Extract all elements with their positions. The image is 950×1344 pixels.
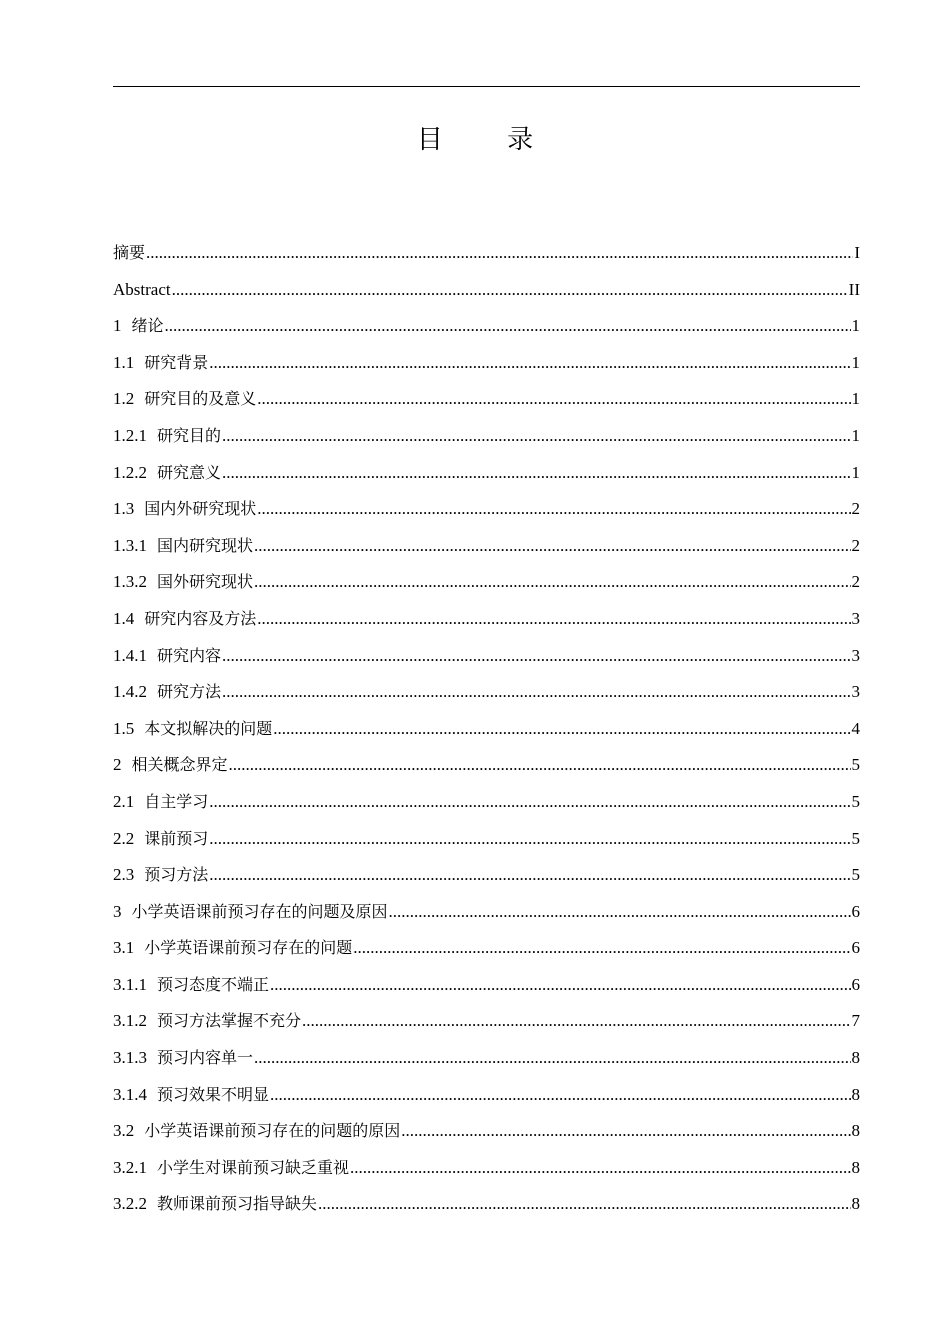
toc-entry-number: 1.4.1 [113,645,147,665]
toc-dot-leader [209,784,850,821]
toc-entry-label: 预习态度不端正 [157,974,270,994]
toc-entry-text [113,1003,301,1040]
toc-entry-text [113,674,221,711]
toc-entry-text [113,491,256,528]
toc-entry[interactable] [113,308,860,345]
toc-entry-label: 预习方法掌握不充分 [157,1011,302,1031]
toc-entry-text [113,601,256,638]
toc-dot-leader [254,564,850,601]
toc-dot-leader [222,638,850,675]
toc-entry-number: 1.3.2 [113,572,147,592]
toc-dot-leader [350,1150,850,1187]
toc-entry[interactable] [113,857,860,894]
toc-dot-leader [222,674,850,711]
toc-dot-leader [222,418,850,455]
toc-entry[interactable] [113,894,860,931]
toc-dot-leader [257,381,850,418]
toc-entry-page-number: 8 [851,1157,860,1177]
toc-entry-text [113,528,253,565]
toc-entry-page-number: 4 [851,718,860,738]
toc-entry-page-number: 3 [851,608,860,628]
page-title: 目 录 [416,125,562,155]
toc-entry-page-number: 3 [851,645,860,665]
toc-entry-number: 3.1 [113,938,135,958]
toc-entry-label: 国外研究现状 [157,572,254,592]
toc-entry-page-number: 2 [851,499,860,519]
toc-entry[interactable] [113,1040,860,1077]
toc-entry[interactable] [113,564,860,601]
toc-entry-page-number: I [854,243,860,262]
toc-entry[interactable] [113,1113,860,1150]
toc-entry-label: 研究目的及意义 [144,389,257,409]
toc-dot-leader [302,1003,850,1040]
toc-entry-label: 自主学习 [144,791,209,811]
toc-dot-leader [270,1077,850,1114]
toc-entry[interactable] [113,601,860,638]
toc-entry-number: 2 [113,755,122,775]
toc-entry-text [113,1186,317,1223]
toc-entry-label: 研究内容及方法 [144,608,257,628]
header-rule [113,86,860,87]
toc-entry-text [113,711,272,748]
toc-entry-page-number: 7 [851,1011,860,1031]
toc-dot-leader [209,821,850,858]
toc-entry-text [113,784,208,821]
toc-entry-number: 3.1.3 [113,1048,147,1068]
toc-dot-leader [229,747,851,784]
toc-entry-text [113,930,352,967]
toc-entry-text [113,455,221,492]
toc-entry-number: 1.5 [113,718,135,738]
toc-dot-leader [353,930,850,967]
toc-entry-page-number: 8 [851,1194,860,1214]
toc-entry-label: 研究意义 [157,462,222,482]
toc-dot-leader [209,345,850,382]
toc-entry-label: 国内研究现状 [157,535,254,555]
toc-entry-text [113,1113,400,1150]
toc-dot-leader [172,272,848,309]
toc-entry-text [113,345,208,382]
toc-entry-number: 2.3 [113,865,135,885]
toc-entry-page-number: 8 [851,1048,860,1068]
toc-dot-leader [254,1040,850,1077]
toc-entry-text [113,564,253,601]
toc-entry-page-number: 5 [851,828,860,848]
toc-dot-leader [257,491,850,528]
toc-entry[interactable] [113,638,860,675]
toc-dot-leader [165,308,851,345]
toc-entry-page-number: 3 [851,682,860,702]
toc-entry-page-number: II [848,279,860,299]
toc-entry-number: 2.2 [113,828,135,848]
toc-entry-text [113,235,145,272]
toc-entry-label: 预习效果不明显 [157,1084,270,1104]
toc-entry-label: 课前预习 [144,828,209,848]
toc-dot-leader [270,967,850,1004]
toc-entry-page-number: 6 [851,901,860,921]
toc-entry-number: 3.1.1 [113,974,147,994]
toc-entry-label: Abstract [113,279,171,299]
toc-entry-number: 1.3 [113,499,135,519]
toc-entry[interactable] [113,1150,860,1187]
toc-entry-label: 预习方法 [144,865,209,885]
toc-entry-label: 小学英语课前预习存在的问题及原因 [131,901,388,921]
toc-entry-page-number: 1 [851,352,860,372]
toc-entry[interactable] [113,272,860,309]
toc-entry-page-number: 5 [851,865,860,885]
toc-dot-leader [146,235,853,272]
toc-entry[interactable] [113,930,860,967]
toc-entry-label: 小学英语课前预习存在的问题 [144,938,353,958]
toc-entry-text [113,418,221,455]
toc-entry[interactable] [113,455,860,492]
toc-entry-number: 1.4 [113,608,135,628]
toc-entry-page-number: 5 [851,755,860,775]
toc-entry[interactable] [113,784,860,821]
toc-entry[interactable] [113,674,860,711]
toc-entry-number: 1.2.2 [113,462,147,482]
toc-entry-text [113,308,164,345]
toc-dot-leader [254,528,850,565]
toc-entry-label: 本文拟解决的问题 [144,718,273,738]
table-of-contents [113,235,860,1223]
toc-entry-number: 2.1 [113,791,135,811]
toc-entry-page-number: 8 [851,1084,860,1104]
toc-entry-number: 1 [113,316,122,336]
toc-entry[interactable] [113,528,860,565]
toc-entry-page-number: 6 [851,974,860,994]
toc-entry-text [113,747,228,784]
toc-entry-page-number: 1 [851,316,860,336]
toc-entry[interactable] [113,821,860,858]
toc-entry-label: 国内外研究现状 [144,499,257,519]
toc-entry-number: 3.2 [113,1121,135,1141]
toc-entry-number: 3.2.2 [113,1194,147,1214]
toc-entry-label: 研究内容 [157,645,222,665]
toc-entry[interactable] [113,1003,860,1040]
toc-entry-label: 预习内容单一 [157,1048,254,1068]
toc-dot-leader [401,1113,850,1150]
toc-entry-label: 绪论 [131,316,164,336]
toc-entry-text [113,821,208,858]
toc-entry[interactable] [113,1077,860,1114]
toc-entry-text [113,1040,253,1077]
toc-dot-leader [389,894,851,931]
toc-dot-leader [318,1186,850,1223]
toc-entry-label: 教师课前预习指导缺失 [157,1194,318,1214]
toc-entry[interactable] [113,711,860,748]
toc-entry-page-number: 8 [851,1121,860,1141]
toc-entry-text [113,1077,269,1114]
toc-entry-label: 小学生对课前预习缺乏重视 [157,1157,350,1177]
toc-entry-page-number: 1 [851,462,860,482]
toc-entry[interactable] [113,491,860,528]
toc-entry-page-number: 2 [851,535,860,555]
toc-entry[interactable] [113,381,860,418]
toc-entry-text [113,894,388,931]
toc-entry-page-number: 5 [851,791,860,811]
toc-entry[interactable] [113,345,860,382]
toc-entry-number: 1.2.1 [113,425,147,445]
toc-entry-number: 3.1.2 [113,1011,147,1031]
toc-entry[interactable] [113,1186,860,1223]
toc-entry-text [113,638,221,675]
toc-entry-page-number: 6 [851,938,860,958]
toc-entry-text [113,857,208,894]
toc-dot-leader [222,455,850,492]
toc-entry-page-number: 1 [851,425,860,445]
toc-entry-label: 摘要 [113,243,146,262]
toc-entry-number: 3 [113,901,122,921]
toc-entry-number: 1.1 [113,352,135,372]
toc-entry-number: 3.1.4 [113,1084,147,1104]
toc-entry-label: 研究方法 [157,682,222,702]
toc-dot-leader [209,857,850,894]
toc-entry-label: 小学英语课前预习存在的问题的原因 [144,1121,401,1141]
toc-entry-text [113,967,269,1004]
toc-entry[interactable] [113,418,860,455]
toc-entry-page-number: 2 [851,572,860,592]
toc-entry[interactable] [113,235,860,272]
toc-dot-leader [257,601,850,638]
toc-entry-number: 1.4.2 [113,682,147,702]
toc-entry-page-number: 1 [851,389,860,409]
toc-entry-number: 1.2 [113,389,135,409]
toc-entry[interactable] [113,747,860,784]
toc-dot-leader [273,711,850,748]
toc-entry-text [113,272,171,309]
toc-entry-label: 相关概念界定 [131,755,228,775]
toc-entry-text [113,381,256,418]
toc-entry-number: 1.3.1 [113,535,147,555]
toc-entry-label: 研究背景 [144,352,209,372]
toc-entry-label: 研究目的 [157,425,222,445]
toc-entry-number: 3.2.1 [113,1157,147,1177]
toc-entry[interactable] [113,967,860,1004]
toc-entry-text [113,1150,349,1187]
